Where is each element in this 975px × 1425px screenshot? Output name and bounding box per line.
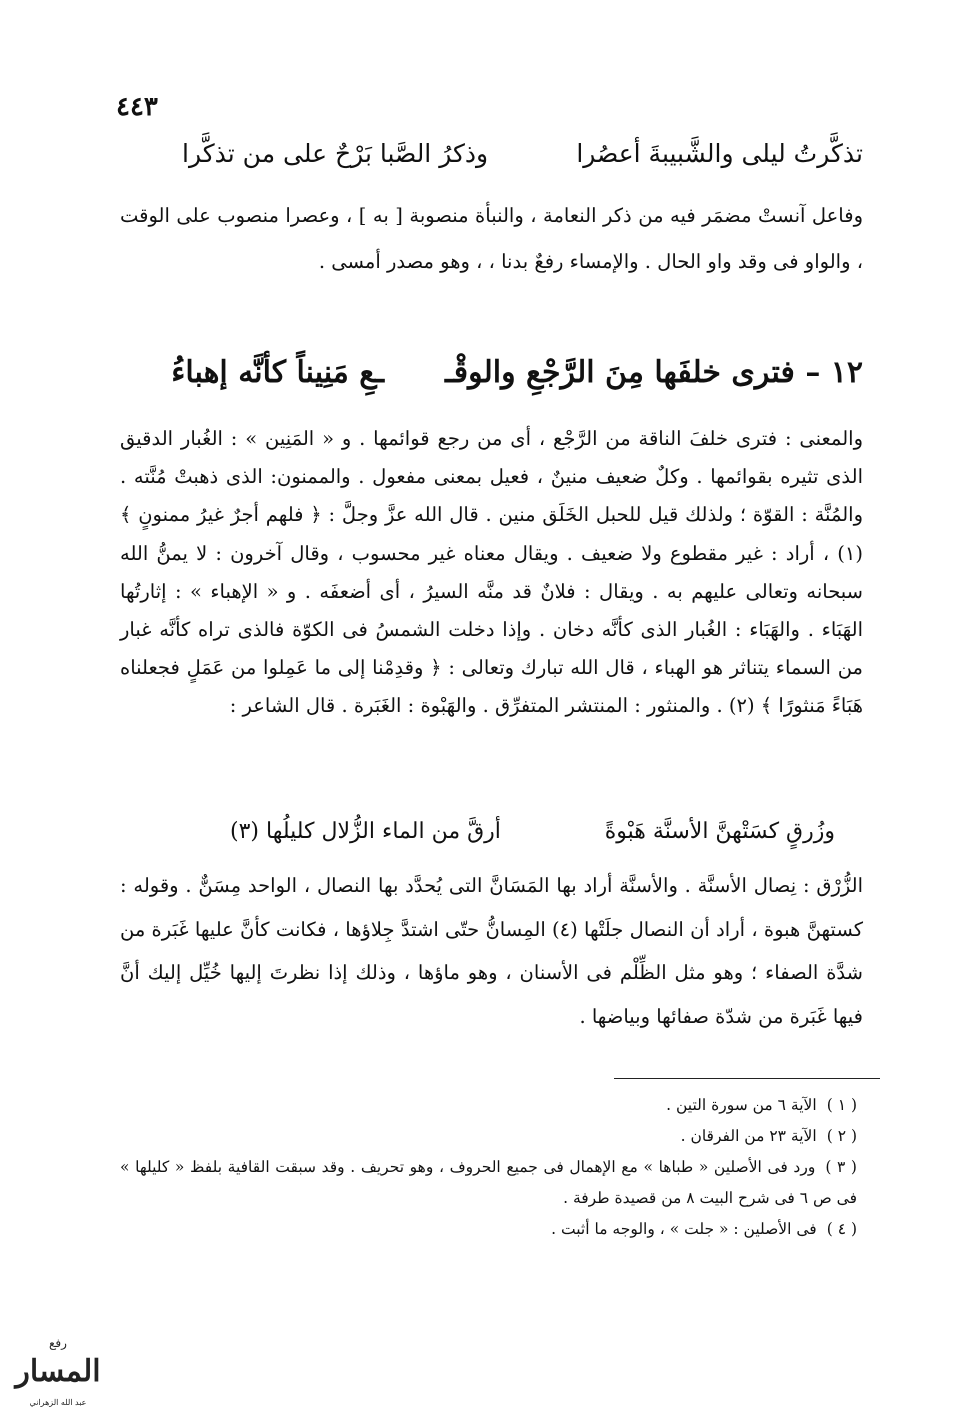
verse-top-first-hemistich: تذكَّرتُ ليلى والشَّبيبةَ أعصُرا xyxy=(576,139,863,168)
paragraph-meaning: والمعنى : فترى خلفَ الناقة من الرَّجْع ، أى من رجع قوائمها . و « المَنِين » : الغُبار الدقيق الذى تثيره بقوائمها . وكلٌ ضعيف منينٌ ، فعيل بمعنى مفعول . والممنون: الذى ذهبتْ مُنَّته . والمُنَّة : القوّة ؛ ولذلك قيل للحبل الخَلَق منين . قال الله عزَّ وجلَّ : ﴿ فلهم أجرٌ غيرُ ممنونٍ ﴾ (١) ، أراد : غير مقطوع ولا ضعيف . ويقال معناه غير محسوب ، وقال آخرون : لا يمنُّ الله سبحانه وتعالى عليهم به . ويقال : فلانٌ قد منَّه السيرُ ، أى أضعفَه . و « الإهباء » : إثارتُها الهَبَاء . والهَبَاء : الغُبار الذى كأنَّه دخان . وإذا دخلت الشمسُ فى الكوّة فالذى تراه كأنَّه غبار من السماء يتناثر هو الهباء ، قال الله تبارك وتعالى : ﴿ وقدِمْنا إلى ما عَمِلوا من عَمَلٍ فجعلناه هَبَاءً مَنثورًا ﴾ (٢) . والمنثور : المنتشر المتفرِّق . والهَبْوة : الغَبَرة . قال الشاعر : xyxy=(120,427,863,718)
footnote-divider xyxy=(614,1078,880,1079)
verse-top-second-hemistich: وذكرُ الصَّبا بَرْحٌ على من تذكَّرا xyxy=(182,139,489,168)
footnote-text: فى الأصلين : « جلت » ، والوجه ما أثبت . xyxy=(551,1220,817,1238)
page-number: ٤٤٣ xyxy=(116,92,158,122)
footnote xyxy=(120,1152,857,1214)
library-stamp-logo xyxy=(12,1325,104,1417)
footnote-number: ( ٢ ) xyxy=(826,1127,857,1145)
footnote-number: ( ٤ ) xyxy=(826,1220,857,1238)
footnote-text: الآية ٦ من سورة التين . xyxy=(666,1096,817,1114)
footnote-number: ( ٣ ) xyxy=(825,1158,857,1176)
footnote-number: ( ١ ) xyxy=(826,1096,857,1114)
footnote xyxy=(120,1090,857,1121)
verse-12 xyxy=(118,355,863,390)
verse-12-number: ١٢ – xyxy=(805,355,863,390)
paragraph-grammar-note: وفاعل آنستْ مضمَر فيه من ذكر النعامة ، والنبأة منصوبة [ به ] ، وعصرا منصوب على الوقت ، والواو فى وقد واو الحال . والإمساء رفعٌ بدنا ، ، وهو مصدر أمسى . xyxy=(120,204,863,273)
verse-12-first-hemistich: فترى خلفَها مِنَ الرَّجْعِ والوقْـ xyxy=(444,355,795,390)
stamp-top-text: رفع xyxy=(49,1336,67,1350)
stamp-main-text: المسار xyxy=(15,1354,101,1389)
footnote xyxy=(120,1121,857,1152)
paragraph-explanation: الزُّرْق : نِصال الأسنَّة . والأسنَّة أراد بها المَسَانَّ التى يُحدَّد بها النصال ، الواحد مِسَنٌّ . وقوله : كستهنَّ هبوة ، أراد أن النصال جلَتْها (٤) المِسانُّ حتّى اشتدَّ جِلاؤها ، فكانت كأنَّ عليها غَبَرة من شدَّة الصفاء ؛ وهو مثل الظِّلْم فى الأسنان ، وهو ماؤها ، وذلك إذا نظرتَ إليها خُيِّل إليك أنَّ فيها غَبَرة من شدّة صفائها وبياضها . xyxy=(120,874,863,1028)
footnote xyxy=(120,1214,857,1245)
verse-poet-first-hemistich: وزُرقٍ كسَتْهنَّ الأسنَّة هَبْوةً xyxy=(604,819,835,844)
verse-poet-second-hemistich: أرقَّ من الماء الزُّلال كليلُها (٣) xyxy=(230,819,501,844)
footnote-text: الآية ٢٣ من الفرقان . xyxy=(680,1127,817,1145)
footnotes xyxy=(120,1090,857,1245)
stamp-small-text: عبد الله الزهراني xyxy=(29,1398,87,1407)
verse-12-second-hemistich: ـعِ مَنِيناً كأنَّه إهباءُ xyxy=(171,355,385,390)
footnote-text: ورد فى الأصلين « طباها » مع الإهمال فى جميع الحروف ، وهو تحريف . وقد سبقت القافية بلفظ « كليلها » فى ص ٦ فى شرح البيت ٨ من قصيدة طرفة . xyxy=(120,1158,857,1207)
